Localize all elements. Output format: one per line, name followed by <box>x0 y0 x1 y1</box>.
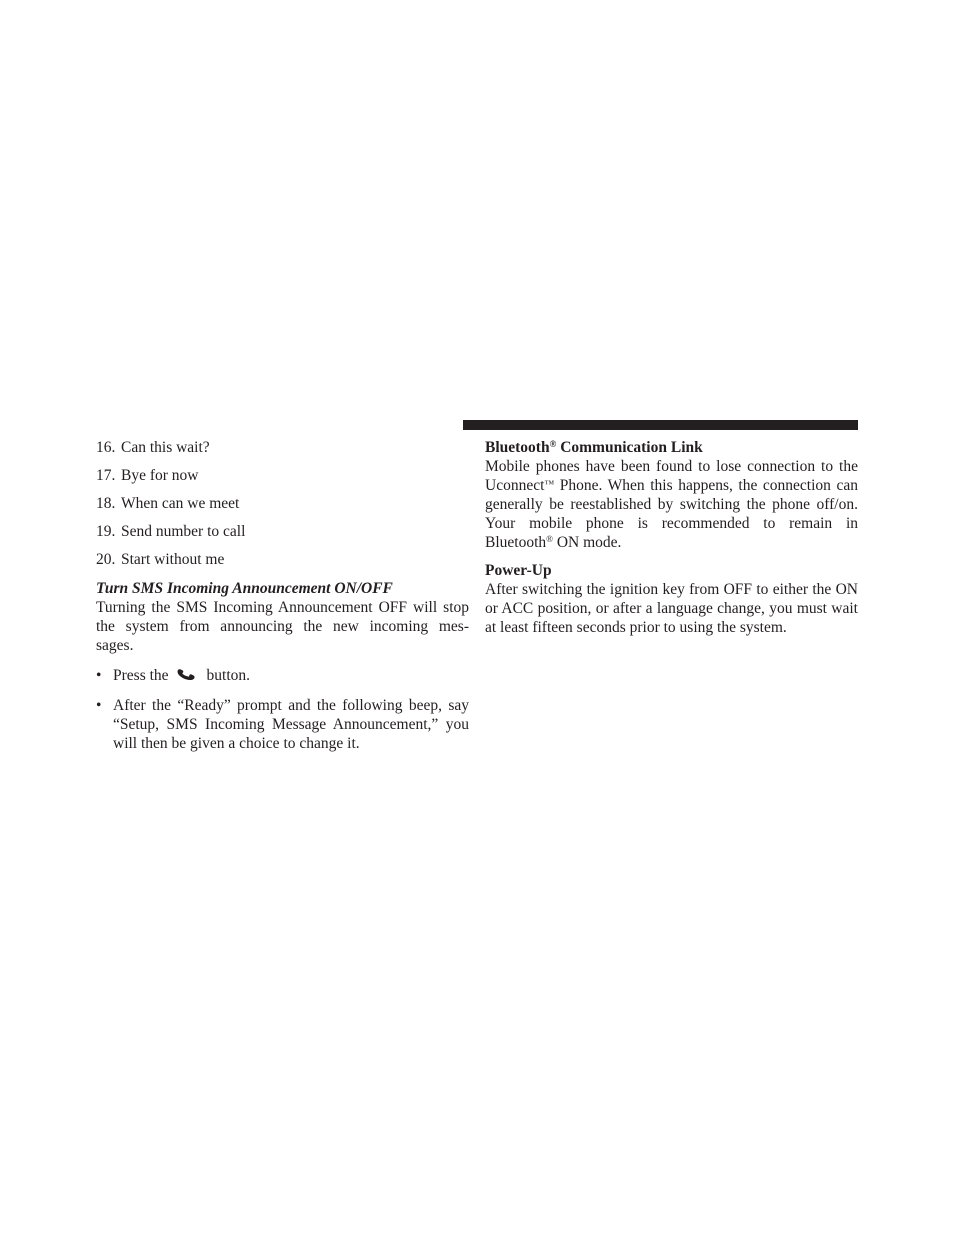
list-item <box>96 466 469 485</box>
sms-announcement-heading: Turn SMS Incoming Announcement ON/OFF <box>96 580 393 597</box>
sms-announcement-paragraph: Turning the SMS Incoming Announcement OFF will stop the system from announcing the new incoming mes- <box>96 599 469 635</box>
registered-mark: ® <box>549 439 557 449</box>
list-text: When can we meet <box>121 495 240 512</box>
list-text: Can this wait? <box>121 439 210 456</box>
list-number: 20. <box>96 551 116 568</box>
list-item <box>96 494 469 513</box>
bullet-text: button. <box>206 667 251 684</box>
list-item <box>96 550 469 569</box>
paragraph-text: ON mode. <box>552 534 622 551</box>
bullet-item-press-phone <box>96 666 469 685</box>
right-column <box>485 438 858 637</box>
list-number: 19. <box>96 523 116 540</box>
left-column <box>96 438 469 753</box>
heading-text: Communication Link <box>556 439 703 456</box>
bullet-dot: • <box>96 697 102 714</box>
list-number: 17. <box>96 467 116 484</box>
bullet-item-ready-prompt <box>96 696 469 753</box>
list-item <box>96 522 469 541</box>
power-up-heading: Power-Up <box>485 562 552 579</box>
list-item <box>96 438 469 457</box>
heading-text: Bluetooth <box>485 439 550 456</box>
bullet-text: Press the <box>113 667 169 684</box>
registered-mark: ® <box>546 534 553 544</box>
paragraph-text: Mobile phones have been found to lose connection to the Uconnect <box>485 458 858 494</box>
power-up-paragraph: After switching the ignition key from OFF to either the ON or ACC position, or after a language change, you must wait at least fifteen seconds prior to using the system. <box>485 581 858 636</box>
list-number: 16. <box>96 439 116 456</box>
list-text: Bye for now <box>121 467 199 484</box>
trademark-mark: ™ <box>544 479 555 490</box>
phone-icon <box>177 666 199 682</box>
paragraph-text: Phone. When this happens, the connection can generally be reestablished by switching the phone off/on. Your mobile phone is recommended to remain in Bluetooth <box>485 477 858 551</box>
sms-announcement-paragraph-end: sages. <box>96 637 134 654</box>
section-header-rule <box>463 420 858 430</box>
bluetooth-link-heading <box>485 438 858 457</box>
bullet-text: After the “Ready” prompt and the following beep, say “Setup, SMS Incoming Message Announcement,” you will then be given a choice to change it. <box>113 697 469 752</box>
bluetooth-link-paragraph <box>485 457 858 552</box>
list-text: Start without me <box>121 551 225 568</box>
bullet-dot: • <box>96 667 102 684</box>
list-text: Send number to call <box>121 523 246 540</box>
list-number: 18. <box>96 495 116 512</box>
